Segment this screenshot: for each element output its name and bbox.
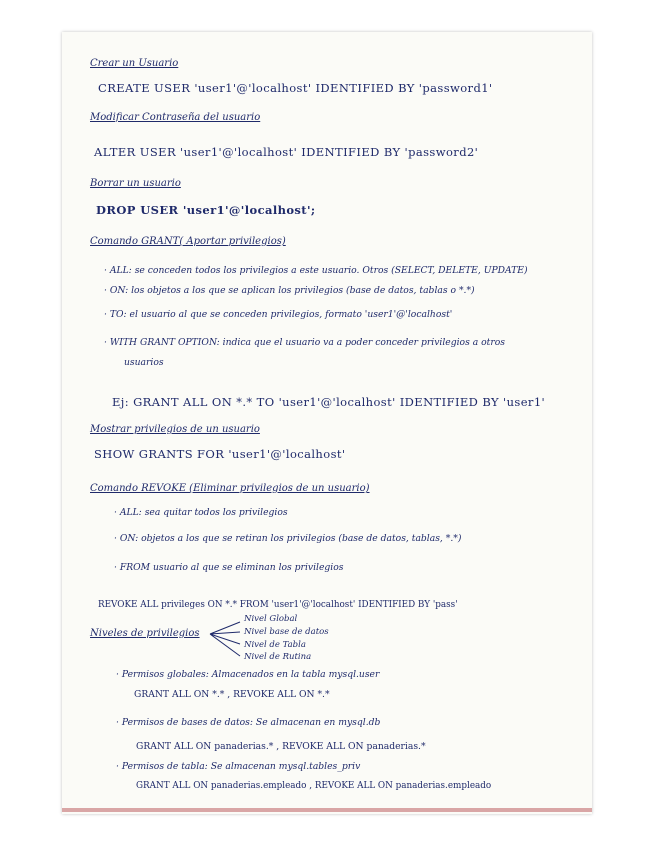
grant-all-item: · ALL: se conceden todos los privilegios a este usuario. Otros (SELECT, DELETE, UPDATE) [104,265,528,276]
code-revoke-example: REVOKE ALL privileges ON *.* FROM 'user1'@'localhost' IDENTIFIED BY 'pass' [98,600,458,610]
heading-niveles-privilegios: Niveles de privilegios [90,628,200,639]
nivel-tabla: Nivel de Tabla [244,640,306,650]
nivel-base-datos: Nivel base de datos [244,627,329,637]
code-alter-user: ALTER USER 'user1'@'localhost' IDENTIFIED BY 'password2' [94,145,479,159]
heading-crear-usuario: Crear un Usuario [90,58,179,69]
code-create-user: CREATE USER 'user1'@'localhost' IDENTIFIED BY 'password1' [98,81,493,95]
permisos-globales-code: GRANT ALL ON *.* , REVOKE ALL ON *.* [134,689,330,700]
revoke-from-item: · FROM usuario al que se eliminan los privilegios [114,562,344,573]
margin-line [62,808,592,812]
grant-on-item: · ON: los objetos a los que se aplican los privilegios (base de datos, tablas o *.*) [104,285,475,296]
nivel-rutina: Nivel de Rutina [244,652,312,662]
revoke-on-item: · ON: objetos a los que se retiran los privilegios (base de datos, tablas, *.*) [114,533,462,544]
heading-comando-revoke: Comando REVOKE (Eliminar privilegios de un usuario) [90,483,370,494]
heading-mostrar-privilegios: Mostrar privilegios de un usuario [90,424,260,435]
permisos-tabla-code: GRANT ALL ON panaderias.empleado , REVOKE ALL ON panaderias.empleado [136,781,492,791]
grant-with-option-item: · WITH GRANT OPTION: indica que el usuario va a poder conceder privilegios a otros [104,337,505,348]
heading-borrar-usuario: Borrar un usuario [90,178,181,189]
nivel-global: Nivel Global [244,614,298,624]
grant-to-item: · TO: el usuario al que se conceden privilegios, formato 'user1'@'localhost' [104,309,453,320]
permisos-globales: · Permisos globales: Almacenados en la tabla mysql.user [116,669,380,680]
permisos-tabla: · Permisos de tabla: Se almacenan mysql.tables_priv [116,761,361,772]
code-drop-user: DROP USER 'user1'@'localhost'; [96,203,316,217]
code-grant-example: Ej: GRANT ALL ON *.* TO 'user1'@'localhost' IDENTIFIED BY 'user1' [112,395,546,409]
grant-with-option-item-cont: usuarios [124,357,164,368]
revoke-all-item: · ALL: sea quitar todos los privilegios [114,507,288,518]
permisos-bases-datos-code: GRANT ALL ON panaderias.* , REVOKE ALL ON panaderias.* [136,741,426,752]
heading-modificar-contrasena: Modificar Contraseña del usuario [90,112,261,123]
permisos-bases-datos: · Permisos de bases de datos: Se almacenan en mysql.db [116,717,381,728]
heading-comando-grant: Comando GRANT( Aportar privilegios) [90,236,286,247]
brace-arrows [208,618,244,664]
code-show-grants: SHOW GRANTS FOR 'user1'@'localhost' [94,447,346,461]
